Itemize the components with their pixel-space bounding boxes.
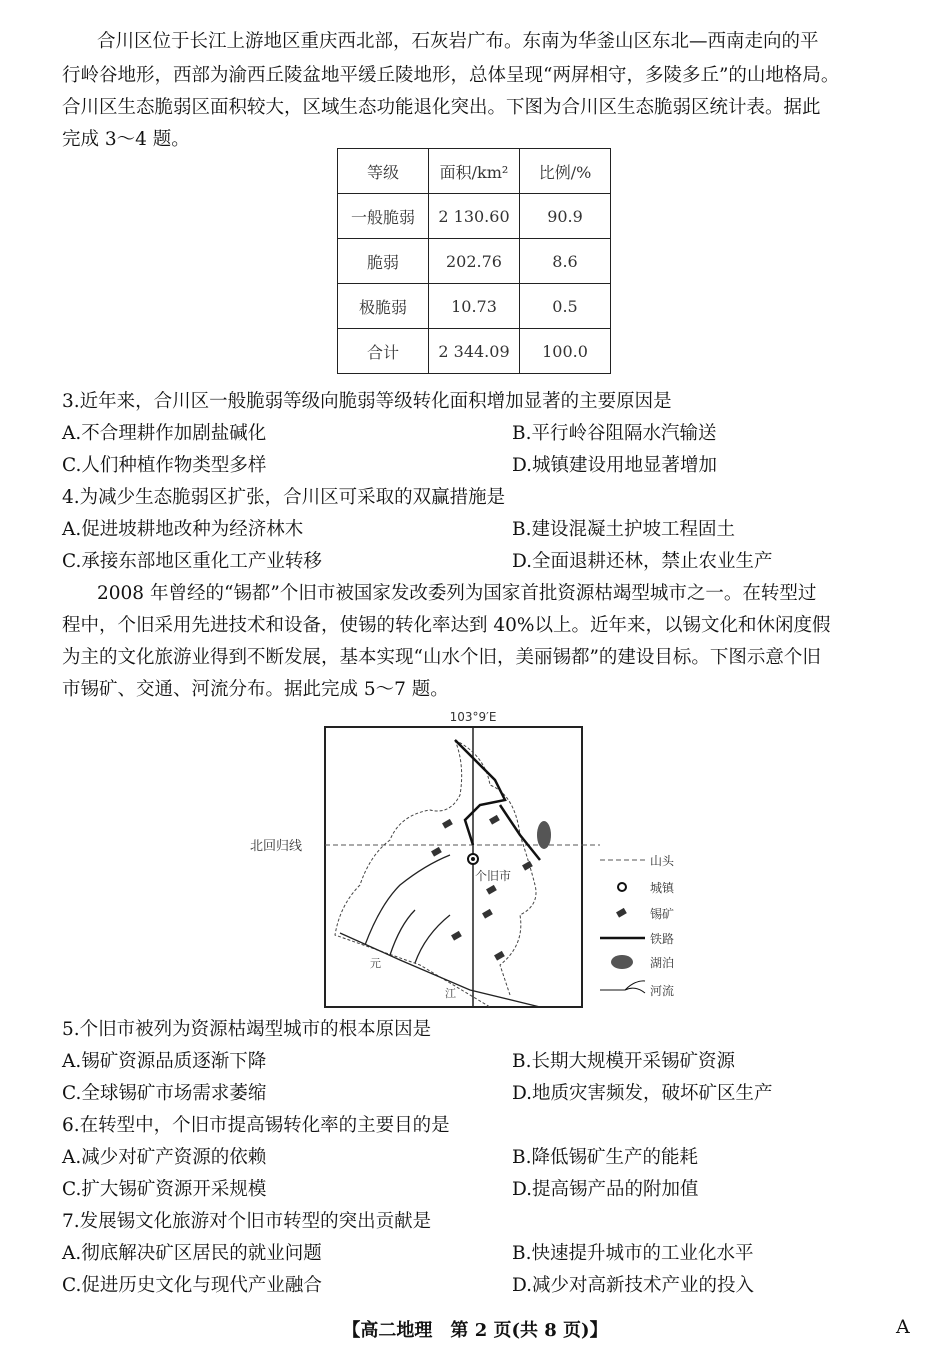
legend-label: 河流: [650, 984, 675, 998]
q3-option-a[interactable]: A.不合理耕作加剧盐碱化: [62, 423, 267, 444]
passage1-line: 行岭谷地形，西部为渝西丘陵盆地平缓丘陵地形，总体呈现“两屏相守，多陵多丘”的山地格局。: [62, 65, 840, 86]
passage2-line: 市锡矿、交通、河流分布。据此完成 5～7 题。: [62, 679, 449, 700]
table-header-row: [338, 149, 611, 194]
table-row: [338, 239, 611, 284]
question-3-stem: 3.近年来，合川区一般脆弱等级向脆弱等级转化面积增加显著的主要原因是: [62, 391, 672, 412]
tropic-label: 北回归线: [250, 839, 303, 854]
table-header: 比例/%: [520, 149, 611, 194]
table-cell: 100.0: [520, 329, 611, 374]
legend-label: 城镇: [650, 881, 675, 895]
question-4-stem: 4.为减少生态脆弱区扩张，合川区可采取的双赢措施是: [62, 487, 506, 508]
q6-option-b[interactable]: B.降低锡矿生产的能耗: [512, 1147, 698, 1168]
q5-option-c[interactable]: C.全球锡矿市场需求萎缩: [62, 1083, 267, 1104]
q7-option-d[interactable]: D.减少对高新技术产业的投入: [512, 1275, 755, 1296]
table-cell: 10.73: [429, 284, 520, 329]
legend-label: 湖泊: [650, 956, 675, 970]
q4-option-c[interactable]: C.承接东部地区重化工产业转移: [62, 551, 322, 572]
table-cell: 8.6: [520, 239, 611, 284]
table-cell: 2 130.60: [429, 194, 520, 239]
table-header: 等级: [338, 149, 429, 194]
fragility-table: [337, 148, 611, 374]
meridian-label: 103°9′E: [449, 710, 497, 724]
railway: [455, 740, 540, 860]
table-cell: 202.76: [429, 239, 520, 284]
table-row: [338, 284, 611, 329]
q4-option-a[interactable]: A.促进坡耕地改种为经济林木: [62, 519, 304, 540]
lake: [537, 821, 551, 849]
q4-option-b[interactable]: B.建设混凝土护坡工程固土: [512, 519, 735, 540]
page-footer: 【高二地理 第 2 页(共 8 页)】: [342, 1320, 608, 1341]
q5-option-a[interactable]: A.锡矿资源品质逐渐下降: [62, 1051, 267, 1072]
q6-option-d[interactable]: D.提高锡产品的附加值: [512, 1179, 699, 1200]
legend-label: 铁路: [650, 932, 675, 946]
tin-mine-markers: [431, 815, 533, 961]
table-cell: 合计: [338, 329, 429, 374]
city-label: 个旧市: [475, 869, 512, 883]
table-cell: 脆弱: [338, 239, 429, 284]
q7-option-b[interactable]: B.快速提升城市的工业化水平: [512, 1243, 754, 1264]
gejiu-map: [250, 705, 700, 1015]
q7-option-a[interactable]: A.彻底解决矿区居民的就业问题: [62, 1243, 322, 1264]
q3-option-d[interactable]: D.城镇建设用地显著增加: [512, 455, 718, 476]
q6-option-a[interactable]: A.减少对矿产资源的依赖: [62, 1147, 267, 1168]
q5-option-b[interactable]: B.长期大规模开采锡矿资源: [512, 1051, 735, 1072]
passage1-line: 合川区生态脆弱区面积较大，区域生态功能退化突出。下图为合川区生态脆弱区统计表。据此: [62, 97, 821, 118]
table-cell: 90.9: [520, 194, 611, 239]
q3-option-c[interactable]: C.人们种植作物类型多样: [62, 455, 267, 476]
legend-label: 山头: [650, 854, 675, 868]
table-header: 面积/km²: [429, 149, 520, 194]
paper-version: A: [896, 1316, 910, 1338]
passage1-line: 合川区位于长江上游地区重庆西北部，石灰岩广布。东南为华釜山区东北—西南走向的平: [97, 31, 819, 52]
table-cell: 2 344.09: [429, 329, 520, 374]
legend-label: 锡矿: [650, 907, 675, 921]
passage2-line: 2008 年曾经的“锡都”个旧市被国家发改委列为国家首批资源枯竭型城市之一。在转型过: [97, 583, 817, 604]
q6-option-c[interactable]: C.扩大锡矿资源开采规模: [62, 1179, 267, 1200]
question-7-stem: 7.发展锡文化旅游对个旧市转型的突出贡献是: [62, 1211, 432, 1232]
q5-option-d[interactable]: D.地质灾害频发，破坏矿区生产: [512, 1083, 773, 1104]
table-cell: 一般脆弱: [338, 194, 429, 239]
table-cell: 0.5: [520, 284, 611, 329]
passage2-line: 为主的文化旅游业得到不断发展，基本实现“山水个旧，美丽锡都”的建设目标。下图示意个旧: [62, 647, 821, 668]
table-row: [338, 194, 611, 239]
q4-option-d[interactable]: D.全面退耕还林，禁止农业生产: [512, 551, 773, 572]
passage2-line: 程中，个旧采用先进技术和设备，使锡的转化率达到 40%以上。近年来，以锡文化和休闲度假: [62, 615, 831, 636]
river-label: 元: [370, 957, 381, 970]
q7-option-c[interactable]: C.促进历史文化与现代产业融合: [62, 1275, 322, 1296]
map-frame: [325, 727, 582, 1007]
map-legend: [600, 853, 675, 998]
q3-option-b[interactable]: B.平行岭谷阻隔水汽输送: [512, 423, 717, 444]
question-6-stem: 6.在转型中，个旧市提高锡转化率的主要目的是: [62, 1115, 450, 1136]
passage1-line: 完成 3～4 题。: [62, 129, 190, 150]
table-cell: 极脆弱: [338, 284, 429, 329]
table-row: [338, 329, 611, 374]
river-label: 江: [445, 987, 456, 1000]
question-5-stem: 5.个旧市被列为资源枯竭型城市的根本原因是: [62, 1019, 432, 1040]
